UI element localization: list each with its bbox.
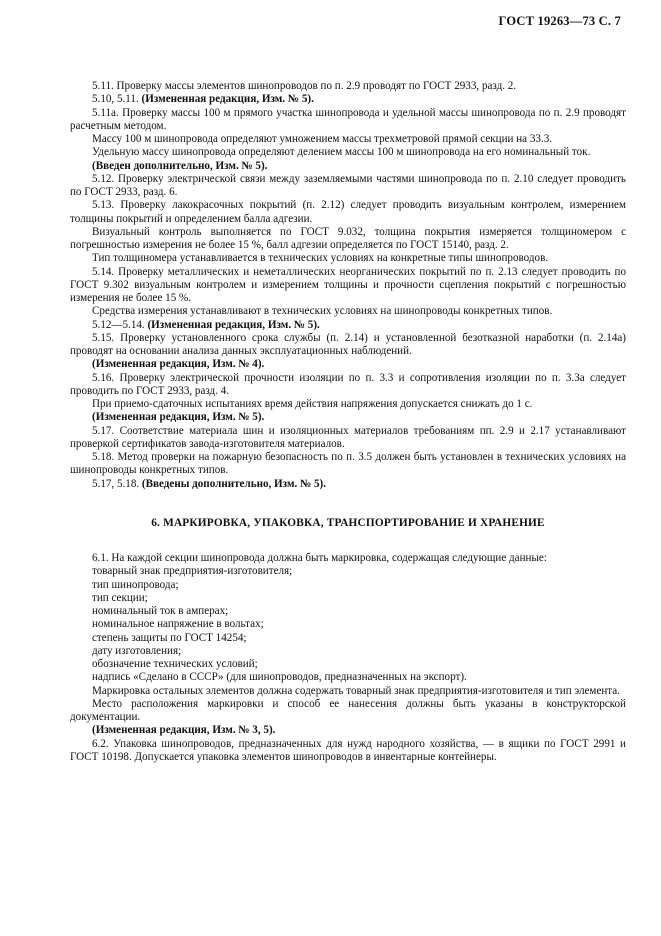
marking-list-item: дату изготовления;	[92, 644, 182, 657]
paragraph-text: 5.14. Проверку металлических и неметаллических неорганических покрытий по п. 2.13 следует проводить по ГОСТ 9.302 визуальным контролем и измерением толщины и прочности сцепления покрытий с погрешностью измерения не более 15 %.	[70, 265, 626, 304]
marking-list-item: тип секции;	[92, 591, 148, 604]
paragraph-text: 5.18. Метод проверки на пожарную безопасность по п. 3.5 должен быть установлен в технических условиях на шинопроводы конкретных типов.	[70, 451, 626, 477]
paragraph	[70, 160, 626, 173]
amendment-note: (Введен дополнительно, Изм. № 5).	[92, 159, 268, 172]
paragraph	[70, 724, 626, 737]
paragraph	[70, 358, 626, 371]
paragraph	[70, 93, 626, 106]
paragraph	[70, 425, 626, 452]
section-title: 6. МАРКИРОВКА, УПАКОВКА, ТРАНСПОРТИРОВАНИЕ И ХРАНЕНИЕ	[151, 516, 545, 529]
paragraph-text: Средства измерения устанавливают в технических условиях на шинопроводы конкретных типов.	[92, 305, 553, 318]
paragraph	[70, 451, 626, 478]
marking-list	[70, 565, 626, 684]
page-header: ГОСТ 19263—73 С. 7	[498, 14, 621, 28]
paragraph	[70, 252, 626, 265]
paragraph	[70, 80, 626, 93]
paragraph-text: 5.16. Проверку электрической прочности изоляции по п. 3.3 и сопротивления изоляции по п. 3.3а следует проводить по ГОСТ 2933, разд. 4.	[70, 371, 626, 397]
marking-list-item: номинальный ток в амперах;	[92, 605, 229, 617]
paragraph	[70, 173, 626, 200]
clause-reference: 5.17, 5.18.	[92, 477, 142, 490]
paragraph-text: 5.17. Соответствие материала шин и изоляционных материалов требованиям пп. 2.9 и 2.17 устанавливают проверкой сертификатов завода-изготовителя материалов.	[70, 424, 626, 450]
paragraph	[70, 738, 626, 765]
paragraph-text: 5.12. Проверку электрической связи между заземляемыми частями шинопровода по п. 2.10 следует проводить по ГОСТ 2933, разд. 6.	[70, 172, 626, 198]
clause-reference: 5.10, 5.11.	[92, 93, 142, 106]
amendment-note: (Введены дополнительно, Изм. № 5).	[141, 477, 327, 490]
amendment-note: (Измененная редакция, Изм. № 4).	[92, 358, 265, 371]
paragraph	[70, 478, 626, 491]
amendment-note: (Измененная редакция, Изм. № 3, 5).	[92, 724, 276, 737]
paragraph-text: При приемо-сдаточных испытаниях время действия напряжения допускается снижать до 1 с.	[92, 398, 533, 410]
paragraph-text: Место расположения маркировки и способ ее нанесения должны быть указаны в конструкторской документации.	[70, 697, 626, 723]
section-intro: 6.1. На каждой секции шинопровода должна быть маркировка, содержащая следующие данные:	[92, 552, 547, 564]
paragraph-text: 5.11. Проверку массы элементов шинопроводов по п. 2.9 проводят по ГОСТ 2933, разд. 2.	[92, 80, 517, 92]
paragraph	[70, 332, 626, 359]
document-body	[70, 80, 626, 764]
marking-list-item: надпись «Сделано в СССР» (для шинопроводов, предназначенных на экспорт).	[92, 671, 467, 684]
paragraph-text: Визуальный контроль выполняется по ГОСТ 9.032, толщина покрытия измеряется толщиномером с погрешностью измерения не более 15 %, балл адгезии определяется по ГОСТ 15140, разд. 2.	[70, 225, 626, 251]
marking-list-item: тип шинопровода;	[92, 578, 179, 591]
paragraph	[70, 372, 626, 399]
marking-list-item: обозначение технических условий;	[92, 658, 258, 670]
marking-list-item: товарный знак предприятия-изготовителя;	[92, 565, 293, 578]
paragraph-text: 6.2. Упаковка шинопроводов, предназначенных для нужд народного хозяйства, — в ящики по ГОСТ 2991 и ГОСТ 10198. Допускается упаковка элементов шинопроводов в инвентарные контейнеры.	[70, 737, 626, 763]
amendment-note: (Измененная редакция, Изм. № 5).	[147, 318, 320, 331]
marking-list-item: степень защиты по ГОСТ 14254;	[92, 631, 247, 644]
marking-list-item: номинальное напряжение в вольтах;	[92, 618, 264, 631]
paragraph-text: 5.15. Проверку установленного срока службы (п. 2.14) и установленной безотказной наработки (п. 2.14а) проводят на основании анализа данных эксплуатационных наблюдений.	[70, 331, 626, 357]
paragraph	[70, 133, 626, 146]
paragraph	[70, 226, 626, 253]
section-5-paragraphs	[70, 80, 626, 491]
paragraph	[70, 685, 626, 698]
amendment-note: (Измененная редакция, Изм. № 5).	[92, 411, 265, 424]
paragraph-text: 5.11а. Проверку массы 100 м прямого участка шинопровода и удельной массы шинопровода по п. 2.9 проводят расчетным методом.	[70, 106, 626, 132]
clause-reference: 5.12—5.14.	[92, 318, 148, 331]
paragraph	[70, 266, 626, 306]
paragraph	[70, 698, 626, 725]
paragraph	[70, 199, 626, 226]
paragraph	[70, 411, 626, 424]
paragraph	[70, 305, 626, 318]
amendment-note: (Измененная редакция, Изм. № 5).	[141, 93, 314, 106]
paragraph-text: Маркировка остальных элементов должна содержать товарный знак предприятия-изготовителя и тип элемента.	[92, 684, 620, 697]
section-6-paragraphs	[70, 685, 626, 765]
paragraph	[70, 107, 626, 134]
paragraph-text: Массу 100 м шинопровода определяют умножением массы трехметровой прямой секции на 33.3.	[92, 133, 553, 145]
paragraph-text: Удельную массу шинопровода определяют делением массы 100 м шинопровода на его номинальный ток.	[92, 146, 591, 159]
paragraph-text: Тип толщиномера устанавливается в технических условиях на конкретные типы шинопроводов.	[92, 252, 549, 265]
paragraph	[70, 319, 626, 332]
paragraph	[70, 398, 626, 411]
paragraph-text: 5.13. Проверку лакокрасочных покрытий (п. 2.12) следует проводить визуальным контролем, измерением толщины покрытий и определением балла адгезии.	[70, 199, 626, 225]
paragraph	[70, 146, 626, 159]
